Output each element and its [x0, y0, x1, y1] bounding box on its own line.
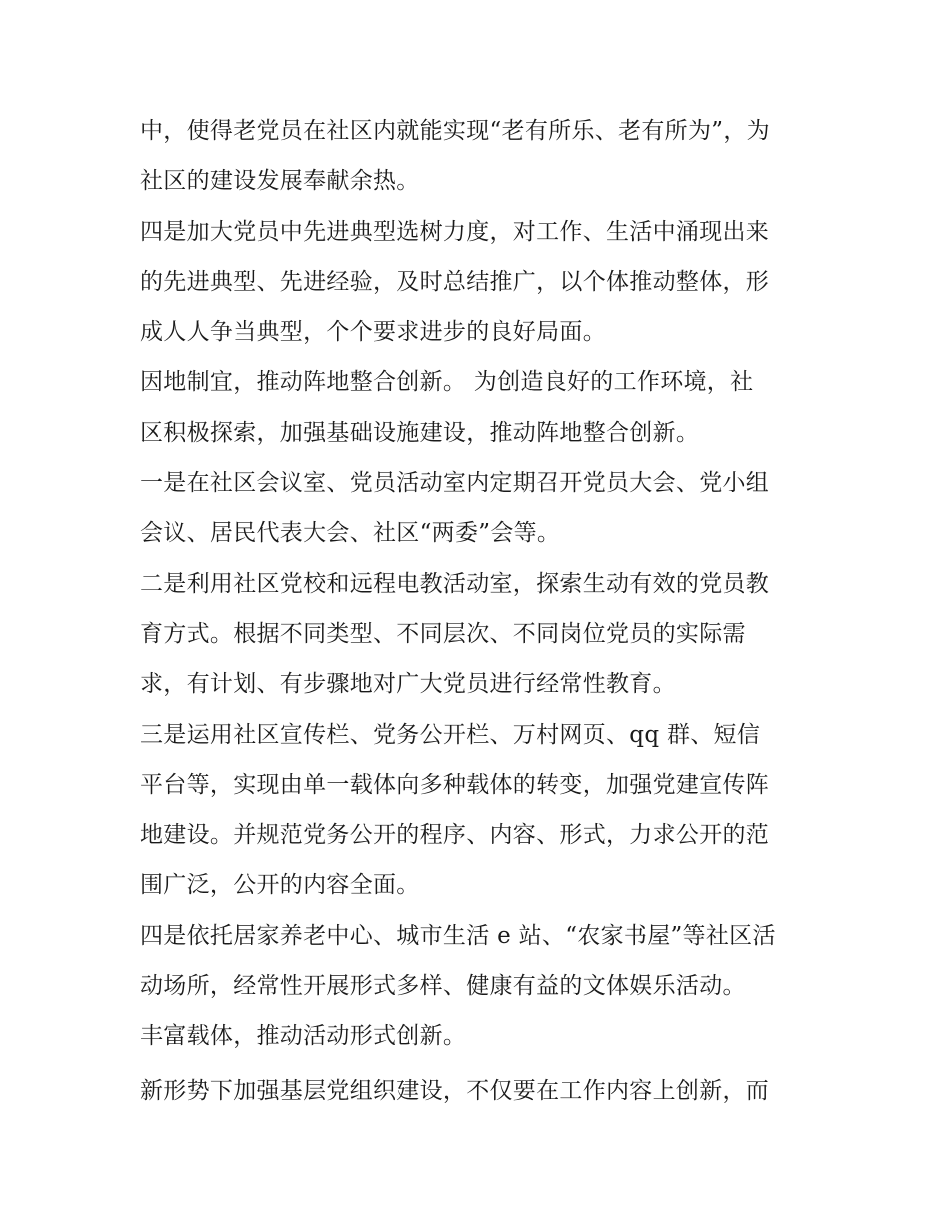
- text-line: 平台等，实现由单一载体向多种载体的转变，加强党建宣传阵: [140, 771, 770, 798]
- text-line: 三是运用社区宣传栏、党务公开栏、万村网页、qq 群、短信: [140, 721, 761, 748]
- text-line: 的先进典型、先进经验，及时总结推广，以个体推动整体，形: [140, 268, 770, 295]
- text-line: 一是在社区会议室、党员活动室内定期召开党员大会、党小组: [140, 470, 770, 497]
- text-line: 地建设。并规范党务公开的程序、内容、形式，力求公开的范: [140, 822, 770, 849]
- text-line: 会议、居民代表大会、社区“两委”会等。: [140, 520, 561, 547]
- text-line: 因地制宜，推动阵地整合创新。 为创造良好的工作环境，社: [140, 369, 754, 396]
- text-line: 二是利用社区党校和远程电教活动室，探索生动有效的党员教: [140, 570, 770, 597]
- text-line: 丰富载体，推动活动形式创新。: [140, 1023, 467, 1050]
- text-line: 四是依托居家养老中心、城市生活 e 站、“农家书屋”等社区活: [140, 922, 776, 949]
- text-line: 中，使得老党员在社区内就能实现“老有所乐、老有所为”，为: [140, 118, 770, 144]
- document-body: [140, 106, 820, 1116]
- text-line: 求，有计划、有步骤地对广大党员进行经常性教育。: [140, 671, 676, 698]
- text-line: 动场所，经常性开展形式多样、健康有益的文体娱乐活动。: [140, 973, 746, 1000]
- text-line: 社区的建设发展奉献余热。: [140, 168, 420, 195]
- text-line: 区积极探索，加强基础设施建设，推动阵地整合创新。: [140, 419, 700, 446]
- text-line: 四是加大党员中先进典型选树力度，对工作、生活中涌现出来: [140, 218, 770, 245]
- text-line: 新形势下加强基层党组织建设，不仅要在工作内容上创新，而: [140, 1077, 770, 1104]
- text-line: 育方式。根据不同类型、不同层次、不同岗位党员的实际需: [140, 620, 746, 647]
- text-line: 成人人争当典型，个个要求进步的良好局面。: [140, 319, 606, 346]
- text-line: 围广泛，公开的内容全面。: [140, 872, 420, 899]
